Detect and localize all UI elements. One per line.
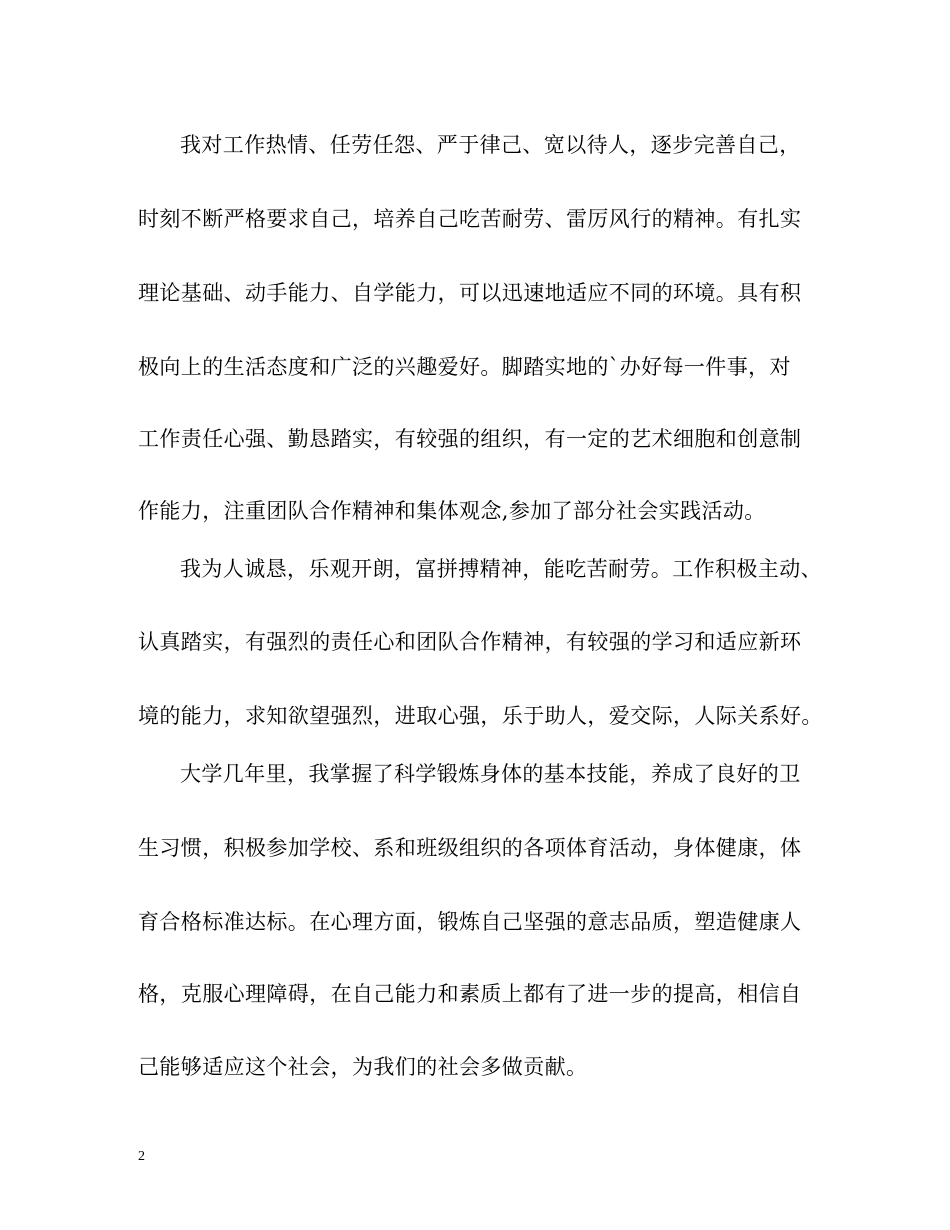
paragraph-1-line-3: 理论基础、动手能力、自学能力，可以迅速地适应不同的环境。具有积 [138,281,802,305]
paragraph-1-line-2: 时刻不断严格要求自己，培养自己吃苦耐劳、雷厉风行的精神。有扎实 [138,207,802,231]
paragraph-1-line-4: 极向上的生活态度和广泛的兴趣爱好。脚踏实地的`办好每一件事，对 [138,355,791,379]
page-number: 2 [138,1149,145,1164]
paragraph-1-line-5: 工作责任心强、勤恳踏实，有较强的组织，有一定的艺术细胞和创意制 [138,427,802,451]
paragraph-3-line-3: 育合格标准达标。在心理方面，锻炼自己坚强的意志品质，塑造健康人 [138,910,802,934]
paragraph-3-line-4: 格，克服心理障碍，在自己能力和素质上都有了进一步的提高，相信自 [138,982,802,1006]
paragraph-3-line-5: 己能够适应这个社会，为我们的社会多做贡献。 [138,1055,588,1079]
paragraph-3-line-2: 生习惯，积极参加学校、系和班级组织的各项体育活动，身体健康，体 [138,836,802,860]
paragraph-2-line-3: 境的能力，求知欲望强烈，进取心强，乐于助人，爱交际，人际关系好。 [138,704,823,728]
paragraph-3-line-1: 大学几年里，我掌握了科学锻炼身体的基本技能，养成了良好的卫 [180,762,801,786]
paragraph-2-line-1: 我为人诚恳，乐观开朗，富拼搏精神，能吃苦耐劳。工作积极主动、 [180,557,822,581]
paragraph-1-line-6: 作能力，注重团队合作精神和集体观念,参加了部分社会实践活动。 [138,499,766,523]
paragraph-2-line-2: 认真踏实，有强烈的责任心和团队合作精神，有较强的学习和适应新环 [138,630,802,654]
paragraph-1-line-1: 我对工作热情、任劳任怨、严于律己、宽以待人，逐步完善自己， [180,133,801,157]
